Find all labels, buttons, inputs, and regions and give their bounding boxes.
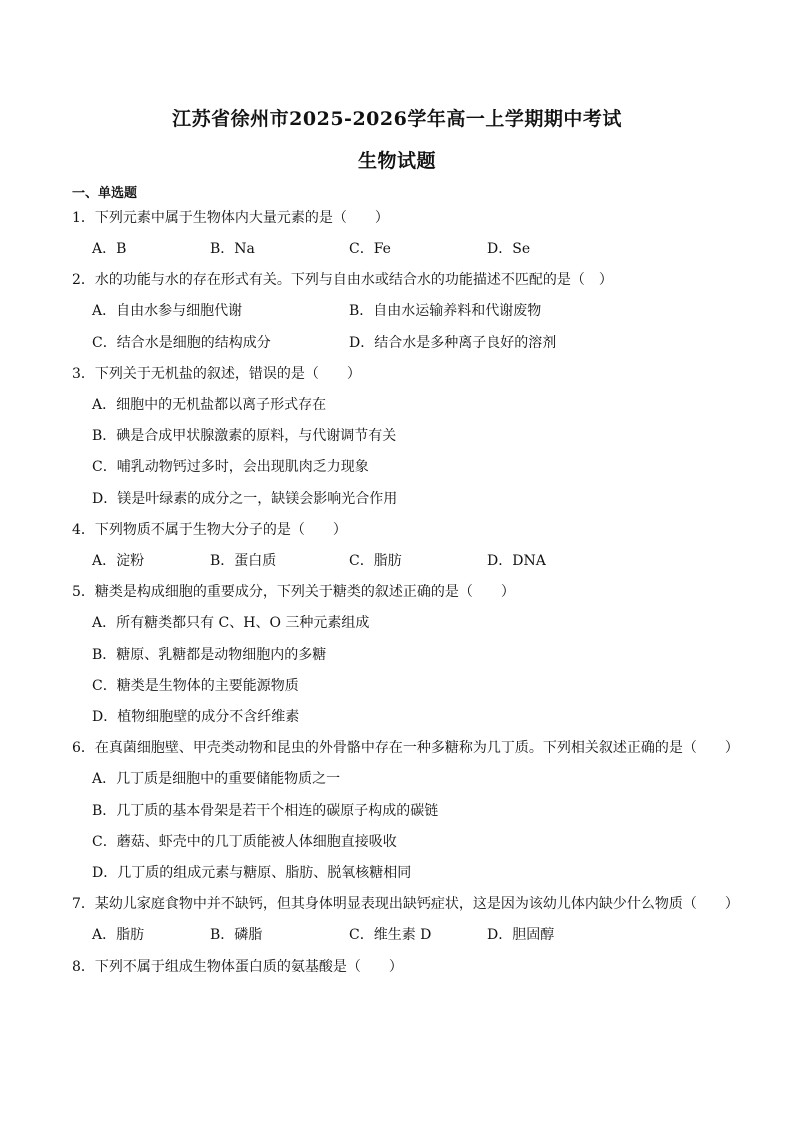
question-6-stem: 6．在真菌细胞壁、甲壳类动物和昆虫的外骨骼中存在一种多糖称为几丁质。下列相关叙述正确的是（ ） <box>72 740 739 756</box>
question-1-option-c: C．Fe <box>349 241 391 257</box>
question-3-option-b: B．碘是合成甲状腺激素的原料，与代谢调节有关 <box>92 428 397 444</box>
question-6-option-d: D．几丁质的组成元素与糖原、脂肪、脱氧核糖相同 <box>92 865 412 881</box>
question-4-option-b: B．蛋白质 <box>210 553 277 569</box>
question-2-option-d: D．结合水是多种离子良好的溶剂 <box>349 335 557 351</box>
question-2-option-b: B．自由水运输养料和代谢废物 <box>349 303 542 319</box>
question-3-option-a: A．细胞中的无机盐都以离子形式存在 <box>92 397 327 413</box>
question-3-option-d: D．镁是叶绿素的成分之一，缺镁会影响光合作用 <box>92 491 398 507</box>
question-5-option-d: D．植物细胞壁的成分不含纤维素 <box>92 709 300 725</box>
question-5-option-a: A．所有糖类都只有 C、H、O 三种元素组成 <box>92 615 370 631</box>
question-7-option-d: D．胆固醇 <box>487 927 555 943</box>
question-4-option-d: D．DNA <box>487 553 546 569</box>
question-1-option-b: B．Na <box>210 241 255 257</box>
question-7-option-b: B．磷脂 <box>210 927 263 943</box>
question-6-option-b: B．几丁质的基本骨架是若干个相连的碳原子构成的碳链 <box>92 803 439 819</box>
question-4-option-c: C．脂肪 <box>349 553 402 569</box>
question-5-stem: 5．糖类是构成细胞的重要成分，下列关于糖类的叙述正确的是（ ） <box>72 584 515 600</box>
question-1-stem: 1．下列元素中属于生物体内大量元素的是（ ） <box>72 210 389 226</box>
page-subtitle: 生物试题 <box>357 150 436 172</box>
question-7-option-c: C．维生素 D <box>349 927 432 943</box>
question-8-stem: 8．下列不属于组成生物体蛋白质的氨基酸是（ ） <box>72 959 403 975</box>
question-6-option-c: C．蘑菇、虾壳中的几丁质能被人体细胞直接吸收 <box>92 834 397 850</box>
section-heading: 一、单选题 <box>72 186 138 201</box>
question-2-option-c: C．结合水是细胞的结构成分 <box>92 335 271 351</box>
question-1-option-a: A．B <box>92 241 127 257</box>
question-5-option-c: C．糖类是生物体的主要能源物质 <box>92 678 299 694</box>
question-3-option-c: C．哺乳动物钙过多时，会出现肌肉乏力现象 <box>92 459 369 475</box>
question-4-option-a: A．淀粉 <box>92 553 145 569</box>
question-1-option-d: D．Se <box>487 241 531 257</box>
page-title: 江苏省徐州市2025-2026学年高一上学期期中考试 <box>172 108 622 130</box>
question-7-stem: 7．某幼儿家庭食物中并不缺钙，但其身体明显表现出缺钙症状，这是因为该幼儿体内缺少什么物质（ ） <box>72 896 739 912</box>
question-5-option-b: B．糖原、乳糖都是动物细胞内的多糖 <box>92 647 327 663</box>
question-3-stem: 3．下列关于无机盐的叙述，错误的是（ ） <box>72 366 361 382</box>
question-7-option-a: A．脂肪 <box>92 927 145 943</box>
question-6-option-a: A．几丁质是细胞中的重要储能物质之一 <box>92 771 341 787</box>
question-4-stem: 4．下列物质不属于生物大分子的是（ ） <box>72 522 347 538</box>
question-2-stem: 2．水的功能与水的存在形式有关。下列与自由水或结合水的功能描述不匹配的是（ ） <box>72 272 613 288</box>
question-2-option-a: A．自由水参与细胞代谢 <box>92 303 243 319</box>
